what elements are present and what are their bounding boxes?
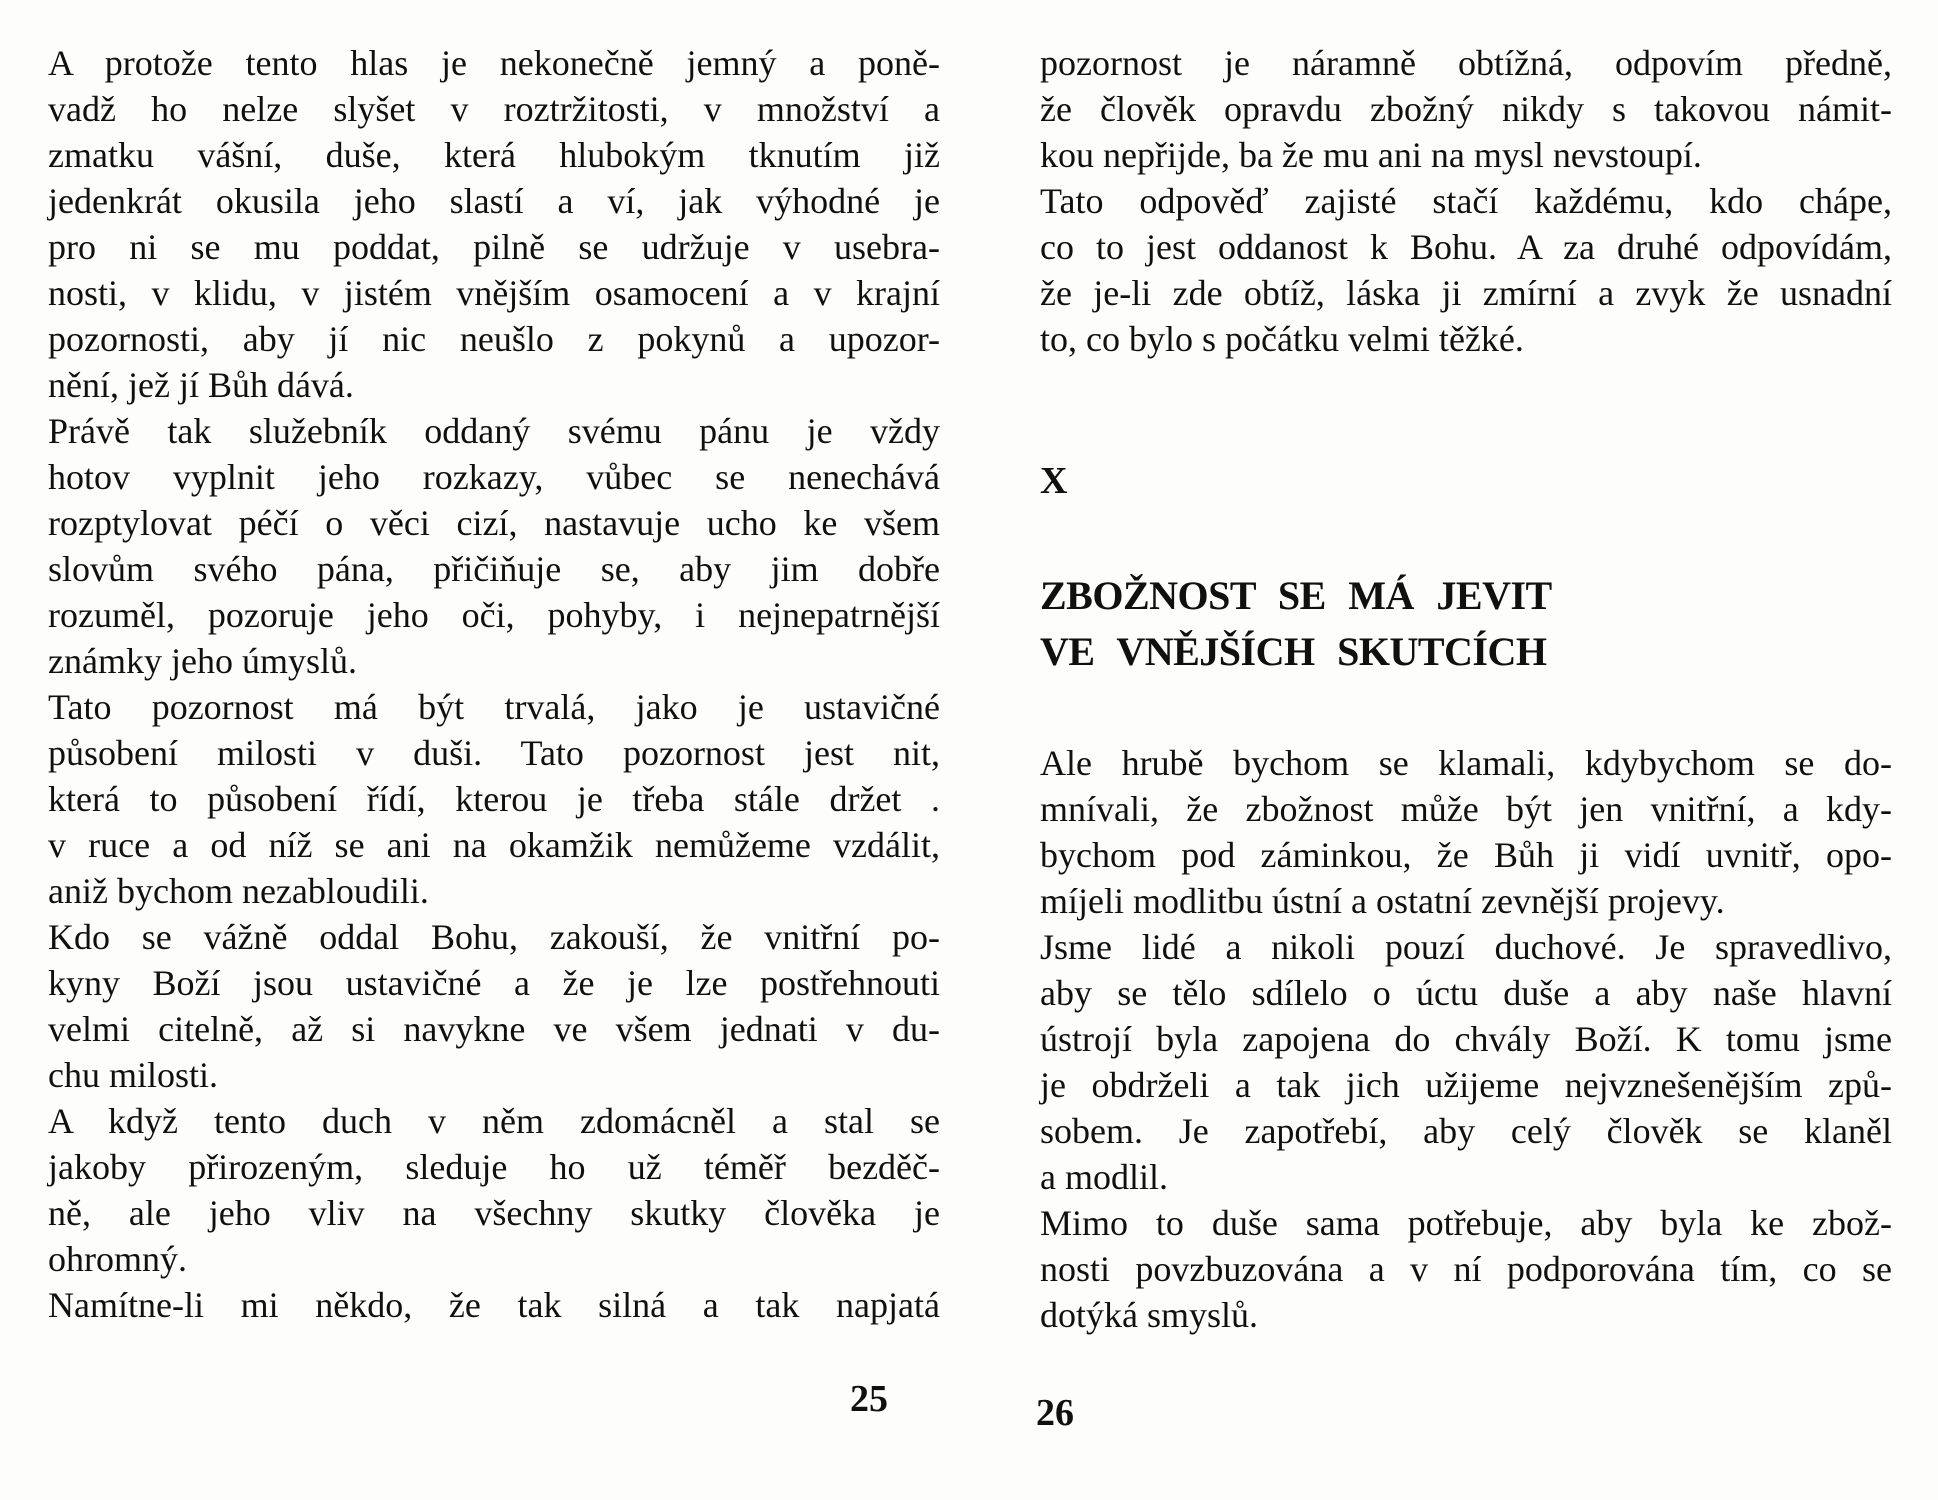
text-line: ústrojí byla zapojena do chvály Boží. K tomu jsme [1040, 1019, 1892, 1059]
text-line: aby se tělo sdílelo o úctu duše a aby naše hlavní [1040, 973, 1892, 1013]
text-line: pozornost je náramně obtížná, odpovím předně, [1040, 43, 1892, 83]
right-page-text-column [1040, 40, 1892, 1338]
text-line: to, co bylo s počátku velmi těžké. [1040, 319, 1524, 359]
text-line: působení milosti v duši. Tato pozornost jest nit, [48, 733, 940, 773]
chapter-number: X [1040, 460, 1068, 502]
text-line: je obdrželi a tak jich užijeme nejvznešenějším způ- [1040, 1065, 1892, 1105]
text-line: pozornosti, aby jí nic neušlo z pokynů a upozor- [48, 319, 940, 359]
text-line: kou nepřijde, ba že mu ani na mysl nevstoupí. [1040, 135, 1702, 175]
chapter-heading [1040, 568, 1892, 680]
text-line: Tato pozornost má být trvalá, jako je ustavičné [48, 687, 940, 727]
text-line: jakoby přirozeným, sleduje ho už téměř bezděč- [48, 1147, 940, 1187]
text-line: slovům svého pána, přičiňuje se, aby jim dobře [48, 549, 940, 589]
text-line: Kdo se vážně oddal Bohu, zakouší, že vnitřní po- [48, 917, 940, 957]
right-page-top-paragraphs [1040, 40, 1892, 362]
text-line: A když tento duch v něm zdomácněl a stal se [48, 1101, 940, 1141]
text-line: Namítne-li mi někdo, že tak silná a tak napjatá [48, 1285, 940, 1325]
text-line: kyny Boží jsou ustavičné a že je lze postřehnouti [48, 963, 940, 1003]
paragraph [1040, 178, 1892, 362]
text-line: vadž ho nelze slyšet v roztržitosti, v množství a [48, 89, 940, 129]
left-page-text-column [48, 40, 940, 1328]
text-line: Ale hrubě bychom se klamali, kdybychom se do- [1040, 743, 1892, 783]
right-page-number: 26 [1036, 1392, 1074, 1434]
text-line: v ruce a od níž se ani na okamžik nemůžeme vzdálit, [48, 825, 940, 865]
paragraph [1040, 740, 1892, 924]
text-line: a modlil. [1040, 1157, 1168, 1197]
text-line: rozptylovat péčí o věci cizí, nastavuje ucho ke všem [48, 503, 940, 543]
right-page-body-paragraphs [1040, 740, 1892, 1338]
paragraph [48, 914, 940, 1098]
text-line: nosti povzbuzována a v ní podporována tím, co se [1040, 1249, 1892, 1289]
text-line: dotýká smyslů. [1040, 1295, 1259, 1335]
text-line: pro ni se mu poddat, pilně se udržuje v usebra- [48, 227, 940, 267]
text-line: co to jest oddanost k Bohu. A za druhé odpovídám, [1040, 227, 1892, 267]
text-line: chu milosti. [48, 1055, 218, 1095]
text-line: že je-li zde obtíž, láska ji zmírní a zvyk že usnadní [1040, 273, 1892, 313]
text-line: známky jeho úmyslů. [48, 641, 357, 681]
paragraph [48, 1282, 940, 1328]
text-line: aniž bychom nezabloudili. [48, 871, 429, 911]
text-line: nosti, v klidu, v jistém vnějším osamocení a v krajní [48, 273, 940, 313]
text-line: A protože tento hlas je nekonečně jemný a poně- [48, 43, 940, 83]
text-line: zmatku vášní, duše, která hlubokým tknutím již [48, 135, 940, 175]
text-line: že člověk opravdu zbožný nikdy s takovou námit- [1040, 89, 1892, 129]
text-line: ně, ale jeho vliv na všechny skutky člověka je [48, 1193, 940, 1233]
paragraph [1040, 924, 1892, 1200]
paragraph [48, 1098, 940, 1282]
chapter-heading-line: ZBOŽNOST SE MÁ JEVIT [1040, 573, 1552, 618]
text-line: hotov vyplnit jeho rozkazy, vůbec se nenechává [48, 457, 940, 497]
text-line: jedenkrát okusila jeho slastí a ví, jak výhodné je [48, 181, 940, 221]
text-line: nění, jež jí Bůh dává. [48, 365, 354, 405]
text-line: Tato odpověď zajisté stačí každému, kdo chápe, [1040, 181, 1892, 221]
text-line: Mimo to duše sama potřebuje, aby byla ke zbož- [1040, 1203, 1892, 1243]
text-line: Právě tak služebník oddaný svému pánu je vždy [48, 411, 940, 451]
text-line: která to působení řídí, kterou je třeba stále držet . [48, 779, 940, 819]
paragraph [48, 408, 940, 684]
text-line: velmi citelně, až si navykne ve všem jednati v du- [48, 1009, 940, 1049]
paragraph [48, 684, 940, 914]
text-line: ohromný. [48, 1239, 187, 1279]
text-line: mnívali, že zbožnost může být jen vnitřní, a kdy- [1040, 789, 1892, 829]
text-line: sobem. Je zapotřebí, aby celý člověk se klaněl [1040, 1111, 1892, 1151]
chapter-heading-line: VE VNĚJŠÍCH SKUTCÍCH [1040, 629, 1547, 674]
paragraph [1040, 40, 1892, 178]
left-page-number: 25 [850, 1378, 888, 1420]
text-line: rozuměl, pozoruje jeho oči, pohyby, i nejnepatrnější [48, 595, 940, 635]
text-line: bychom pod záminkou, že Bůh ji vidí uvnitř, opo- [1040, 835, 1892, 875]
paragraph [1040, 1200, 1892, 1338]
paragraph [48, 40, 940, 408]
text-line: Jsme lidé a nikoli pouzí duchové. Je spravedlivo, [1040, 927, 1892, 967]
text-line: míjeli modlitbu ústní a ostatní zevnější projevy. [1040, 881, 1725, 921]
